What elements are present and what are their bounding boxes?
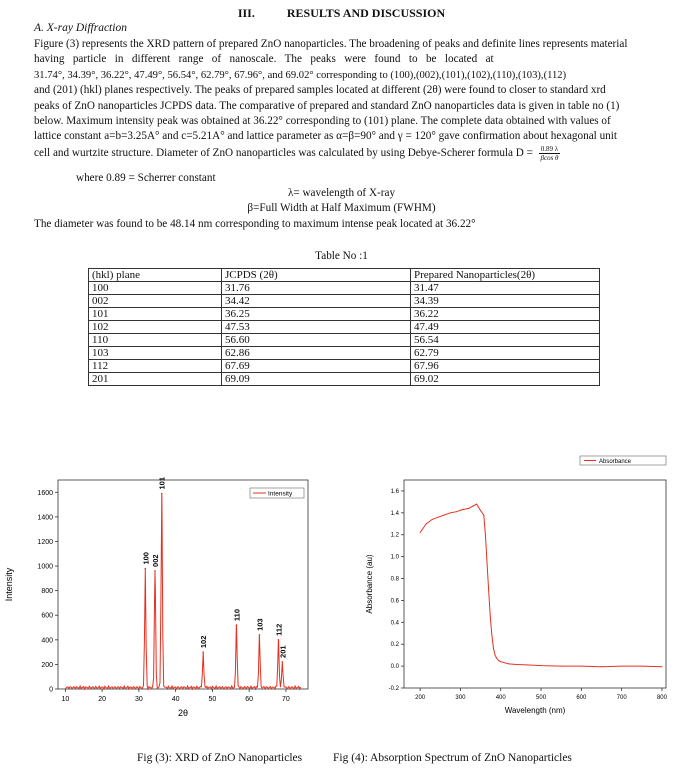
absorbance-point xyxy=(483,515,484,516)
table-caption: Table No :1 xyxy=(315,250,368,262)
absorbance-point xyxy=(541,665,542,666)
x-tick-label: 400 xyxy=(495,695,506,701)
table-cell: 56.54 xyxy=(411,334,600,347)
paragraph-line: and (201) (hkl) planes respectively. The peaks of prepared samples located at different (2θ) were found to closer to standard xrd xyxy=(34,84,606,97)
absorbance-point xyxy=(641,666,642,667)
formula-numerator: 0.89 λ xyxy=(540,144,559,153)
y-tick-label: -0.2 xyxy=(388,686,399,692)
table-cell: 100 xyxy=(89,282,222,295)
paragraph-line: 31.74°, 34.39°, 36.22°, 47.49°, 56.54°, 62.79°, 67.96°, and 69.02° corresponding to (100),(002),(101),(102),(110),(103),(112) xyxy=(34,69,567,81)
peak-point xyxy=(161,493,163,495)
y-tick-label: 400 xyxy=(41,637,53,645)
table-row xyxy=(89,347,600,360)
absorbance-point xyxy=(432,519,433,520)
table-cell: 62.79 xyxy=(411,347,600,360)
table-row xyxy=(89,295,600,308)
paragraph-line xyxy=(34,145,652,162)
y-tick-label: 0.8 xyxy=(390,576,399,583)
table-header-cell: (hkl) plane xyxy=(89,269,222,282)
peak-label: 102 xyxy=(199,635,209,649)
absorbance-point xyxy=(488,589,489,590)
peak-point xyxy=(202,651,204,653)
x-tick-label: 600 xyxy=(576,695,587,701)
diameter-statement: The diameter was found to be 48.14 nm corresponding to maximum intense peak located at 36.22° xyxy=(34,218,476,230)
y-tick-label: 0 xyxy=(49,686,53,694)
table-cell: 67.96 xyxy=(411,360,600,373)
table-cell: 103 xyxy=(89,347,222,360)
paragraph-line: Figure (3) represents the XRD pattern of prepared ZnO nanoparticles. The broadening of peaks and definite lines represents material xyxy=(34,38,628,50)
absorbance-point xyxy=(426,523,427,524)
x-tick-label: 30 xyxy=(134,696,143,703)
y-tick-label: 1.2 xyxy=(390,532,399,539)
peak-point xyxy=(259,634,261,636)
section-number: III. xyxy=(237,6,255,20)
table-cell: 101 xyxy=(89,308,222,321)
x-tick-label: 50 xyxy=(208,696,217,703)
y-tick-label: 0.6 xyxy=(390,598,399,605)
y-tick-label: 1.0 xyxy=(390,554,399,561)
absorbance-point xyxy=(472,506,473,507)
x-tick-label: 800 xyxy=(656,695,667,701)
peak-point xyxy=(282,661,284,663)
absorbance-point xyxy=(581,666,582,667)
table-cell: 69.02 xyxy=(411,373,600,386)
x-tick-label: 700 xyxy=(616,695,627,701)
table-cell: 112 xyxy=(89,360,222,373)
x-axis-label: 2θ xyxy=(177,708,189,718)
x-tick-label: 70 xyxy=(282,696,290,703)
absorbance-point xyxy=(485,534,486,535)
table-row xyxy=(89,360,600,373)
x-axis-label: Wavelength (nm) xyxy=(504,706,566,715)
paragraph-line: below. Maximum intensity peak was obtained at 36.22° corresponding to (101) plane. The complete data obtained with values of xyxy=(34,115,611,128)
absorbance-series-line xyxy=(420,504,662,667)
y-tick-label: 1.4 xyxy=(390,510,399,517)
absorbance-point xyxy=(661,666,662,667)
table-cell: 67.69 xyxy=(222,360,411,373)
table-cell: 36.25 xyxy=(222,308,411,321)
table-row xyxy=(89,373,600,386)
table-cell: 62.86 xyxy=(222,347,411,360)
y-tick-label: 0.2 xyxy=(390,642,399,649)
absorbance-point xyxy=(500,661,501,662)
table-cell: 34.42 xyxy=(222,295,411,308)
intensity-series-line xyxy=(65,494,300,690)
table-row xyxy=(89,308,600,321)
table-cell: 34.39 xyxy=(411,295,600,308)
y-axis-label: Intensity xyxy=(4,567,14,602)
peak-point xyxy=(144,568,146,570)
absorbance-point xyxy=(480,510,481,511)
absorbance-point xyxy=(476,504,477,505)
y-tick-label: 600 xyxy=(41,612,53,620)
table-row xyxy=(89,334,600,347)
paragraph-line: peaks of ZnO nanoparticles JCPDS data. The comparative of prepared and standard ZnO nanoparticles data is given in table no (1) xyxy=(34,99,620,112)
peak-point xyxy=(154,570,156,572)
table-cell: 47.53 xyxy=(222,321,411,334)
absorbance-point xyxy=(528,665,529,666)
y-axis-label: Absorbance (au) xyxy=(365,554,374,614)
peak-point xyxy=(278,639,280,641)
absorbance-point xyxy=(496,658,497,659)
absorbance-point xyxy=(487,562,488,563)
peak-label: 002 xyxy=(151,554,161,567)
absorbance-point xyxy=(516,664,517,665)
table-header-row xyxy=(89,269,600,282)
absorbance-point xyxy=(495,655,496,656)
y-tick-label: 0.4 xyxy=(390,620,399,627)
y-tick-label: 1600 xyxy=(37,489,53,497)
peak-point xyxy=(236,624,238,626)
absorbance-point xyxy=(493,648,494,649)
table-cell: 102 xyxy=(89,321,222,334)
fig3-caption: Fig (3): XRD of ZnO Nanoparticles xyxy=(137,752,303,764)
paragraph-line: lattice constant a=b=3.25A° and c=5.21A° and lattice parameter as α=β=90° and γ = 120° gave confirmation about hexagonal unit xyxy=(34,130,617,143)
section-heading xyxy=(0,6,683,21)
table-cell: 47.49 xyxy=(411,321,600,334)
absorbance-point xyxy=(504,662,505,663)
fig4-caption: Fig (4): Absorption Spectrum of ZnO Nanoparticles xyxy=(333,752,572,764)
xrd-chart xyxy=(0,470,320,725)
subsection-title: A. X-ray Diffraction xyxy=(34,22,127,34)
peak-label: 100 xyxy=(141,552,151,565)
absorbance-point xyxy=(456,511,457,512)
table-cell: 201 xyxy=(89,373,222,386)
table-cell: 31.76 xyxy=(222,282,411,295)
table-header-cell: JCPDS (2θ) xyxy=(222,269,411,282)
absorbance-point xyxy=(621,666,622,667)
table-cell: 002 xyxy=(89,295,222,308)
table-cell: 31.47 xyxy=(411,282,600,295)
absorbance-point xyxy=(491,635,492,636)
x-tick-label: 60 xyxy=(245,696,254,703)
formula-lead-text: cell and wurtzite structure. Diameter of ZnO nanoparticles was calculated by using Debye-Scherer formula D = xyxy=(34,146,533,159)
y-tick-label: 1000 xyxy=(37,563,53,571)
y-tick-label: 1200 xyxy=(37,538,53,546)
peak-label: 201 xyxy=(278,645,288,658)
y-tick-label: 1400 xyxy=(37,514,53,522)
table-cell: 110 xyxy=(89,334,222,347)
absorbance-point xyxy=(508,663,509,664)
lambda-definition: λ= wavelength of X-ray xyxy=(287,187,396,199)
table-cell: 69.09 xyxy=(222,373,411,386)
absorbance-point xyxy=(420,532,421,533)
xrd-comparison-table xyxy=(88,268,600,386)
table-row xyxy=(89,321,600,334)
scherrer-formula xyxy=(539,145,560,162)
beta-definition: β=Full Width at Half Maximum (FWHM) xyxy=(247,202,436,214)
absorbance-point xyxy=(490,616,491,617)
x-tick-label: 40 xyxy=(171,696,180,703)
x-tick-label: 500 xyxy=(536,695,547,701)
x-tick-label: 20 xyxy=(98,696,107,703)
paragraph-line: having particle in different range of nanoscale. The peaks were found to be located at xyxy=(34,53,494,66)
absorbance-point xyxy=(450,512,451,513)
table-header-cell: Prepared Nanoparticles(2θ) xyxy=(411,269,600,282)
table-cell: 56.60 xyxy=(222,334,411,347)
x-tick-label: 200 xyxy=(415,695,426,701)
plot-frame xyxy=(404,480,666,688)
y-tick-label: 1.6 xyxy=(390,488,399,495)
peak-label: 112 xyxy=(274,623,284,636)
x-tick-label: 300 xyxy=(455,695,466,701)
absorbance-point xyxy=(462,509,463,510)
where-line: where 0.89 = Scherrer constant xyxy=(76,172,216,184)
peak-label: 103 xyxy=(255,618,265,631)
absorbance-point xyxy=(561,666,562,667)
body-paragraph xyxy=(34,37,652,162)
legend-label: Absorbance xyxy=(599,459,632,465)
section-title: RESULTS AND DISCUSSION xyxy=(286,6,446,20)
x-tick-label: 10 xyxy=(61,696,70,703)
plot-frame xyxy=(58,480,308,689)
formula-denominator: βcos θ xyxy=(540,153,559,162)
absorbance-chart xyxy=(360,452,683,728)
absorbance-point xyxy=(444,515,445,516)
peak-label: 101 xyxy=(157,477,167,490)
y-tick-label: 800 xyxy=(41,588,53,596)
table-cell: 36.22 xyxy=(411,308,600,321)
peak-label: 110 xyxy=(232,608,242,622)
absorbance-point xyxy=(438,517,439,518)
absorbance-point xyxy=(498,660,499,661)
absorbance-point xyxy=(468,508,469,509)
absorbance-point xyxy=(601,666,602,667)
table-row xyxy=(89,282,600,295)
y-tick-label: 200 xyxy=(41,661,53,669)
y-tick-label: 0.0 xyxy=(390,664,399,671)
legend-label: Intensity xyxy=(268,490,293,498)
